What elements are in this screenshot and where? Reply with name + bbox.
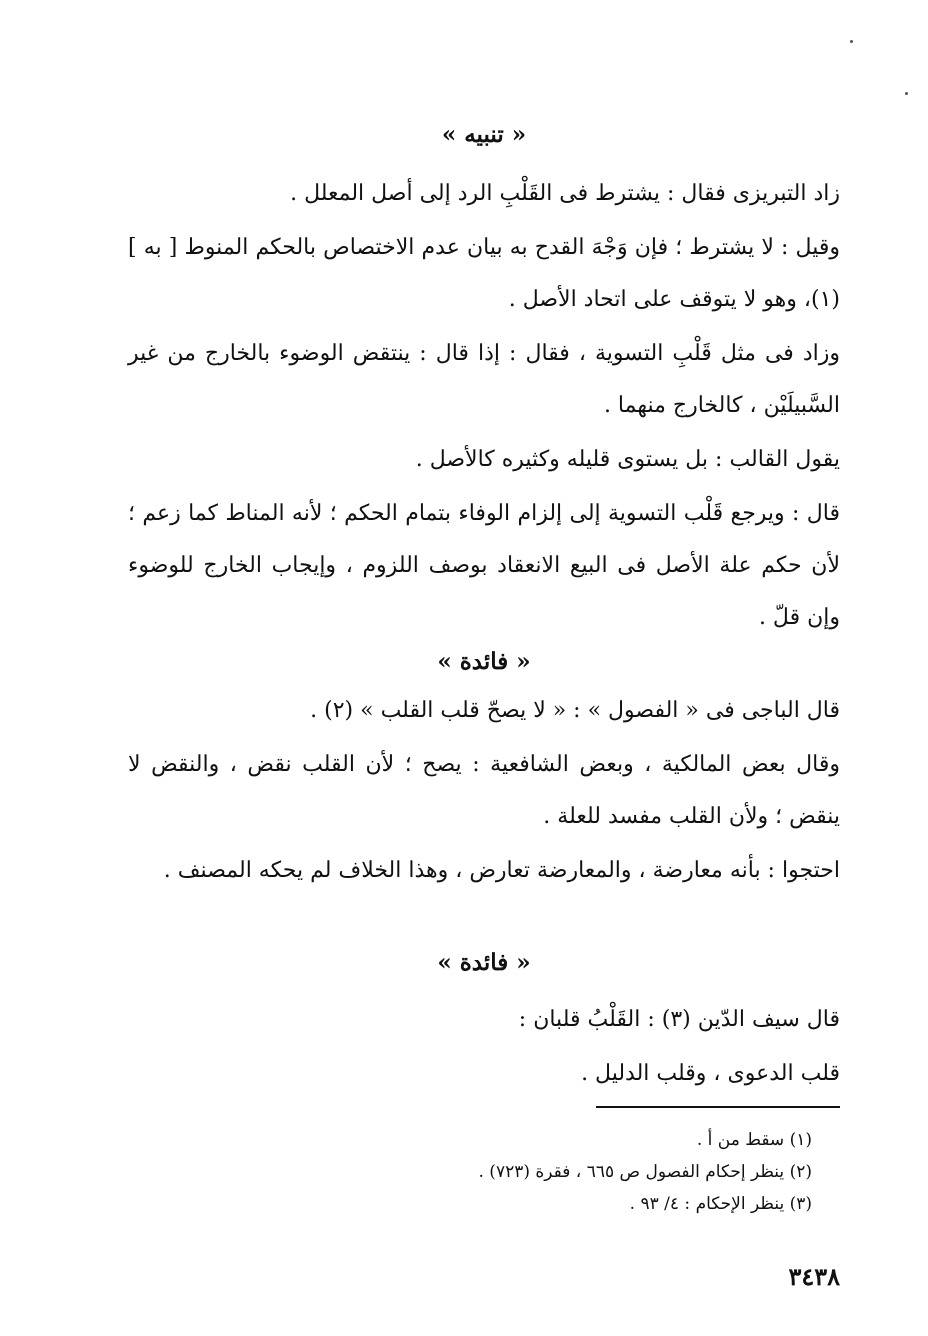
paragraph: قال سيف الدّين (٣) : القَلْبُ قلبان :: [518, 1007, 840, 1032]
footnote: (١) سقط من أ .: [696, 1130, 812, 1150]
paragraph: قال : ويرجع قَلْب التسوية إلى إلزام الوفاء بتمام الحكم ؛ لأنه المناط كما زعم ؛ لأن حكم علة الأصل فى البيع الانعقاد بوصف اللزوم ، وإيجاب الخارج للوضوء وإن قلّ .: [128, 501, 840, 630]
paragraph: يقول القالب : بل يستوى قليله وكثيره كالأصل .: [415, 447, 840, 472]
footnote: (٣) ينظر الإحكام : ٤/ ٩٣ .: [629, 1194, 812, 1214]
paragraph: احتجوا : بأنه معارضة ، والمعارضة تعارض ، وهذا الخلاف لم يحكه المصنف .: [163, 858, 840, 883]
section-heading: « فائدة »: [437, 648, 531, 675]
footnote: (٢) ينظر إحكام الفصول ص ٦٦٥ ، فقرة (٧٢٣) .: [478, 1162, 812, 1182]
page-number: ٣٤٣٨: [788, 1262, 840, 1291]
section-benefit-2: [128, 946, 840, 1100]
section-heading: « تنبيه »: [441, 121, 527, 148]
scan-speck: [850, 40, 853, 43]
paragraph: وقيل : لا يشترط ؛ فإن وَجْهَ القدح به بيان عدم الاختصاص بالحكم المنوط [ به ] (١)، وهو لا يتوقف على اتحاد الأصل .: [128, 235, 840, 312]
scan-speck: [905, 92, 908, 95]
footnote-separator: [596, 1106, 840, 1108]
paragraph: زاد التبريزى فقال : يشترط فى القَلْبِ الرد إلى أصل المعلل .: [290, 181, 840, 206]
paragraph: قال الباجى فى « الفصول » : « لا يصحّ قلب القلب » (٢) .: [310, 698, 840, 723]
paragraph: وزاد فى مثل قَلْبِ التسوية ، فقال : إذا قال : ينتقض الوضوء بالخارج من غير السَّبيلَيْن ، كالخارج منهما .: [128, 341, 840, 418]
paragraph: قلب الدعوى ، وقلب الدليل .: [581, 1061, 840, 1086]
paragraph: وقال بعض المالكية ، وبعض الشافعية : يصح ؛ لأن القلب نقض ، والنقض لا ينقض ؛ ولأن القلب مفسد للعلة .: [128, 752, 840, 829]
section-heading: « فائدة »: [437, 949, 531, 976]
footnotes: [300, 1124, 812, 1220]
section-notice: [128, 118, 840, 644]
section-benefit-1: [128, 645, 840, 897]
